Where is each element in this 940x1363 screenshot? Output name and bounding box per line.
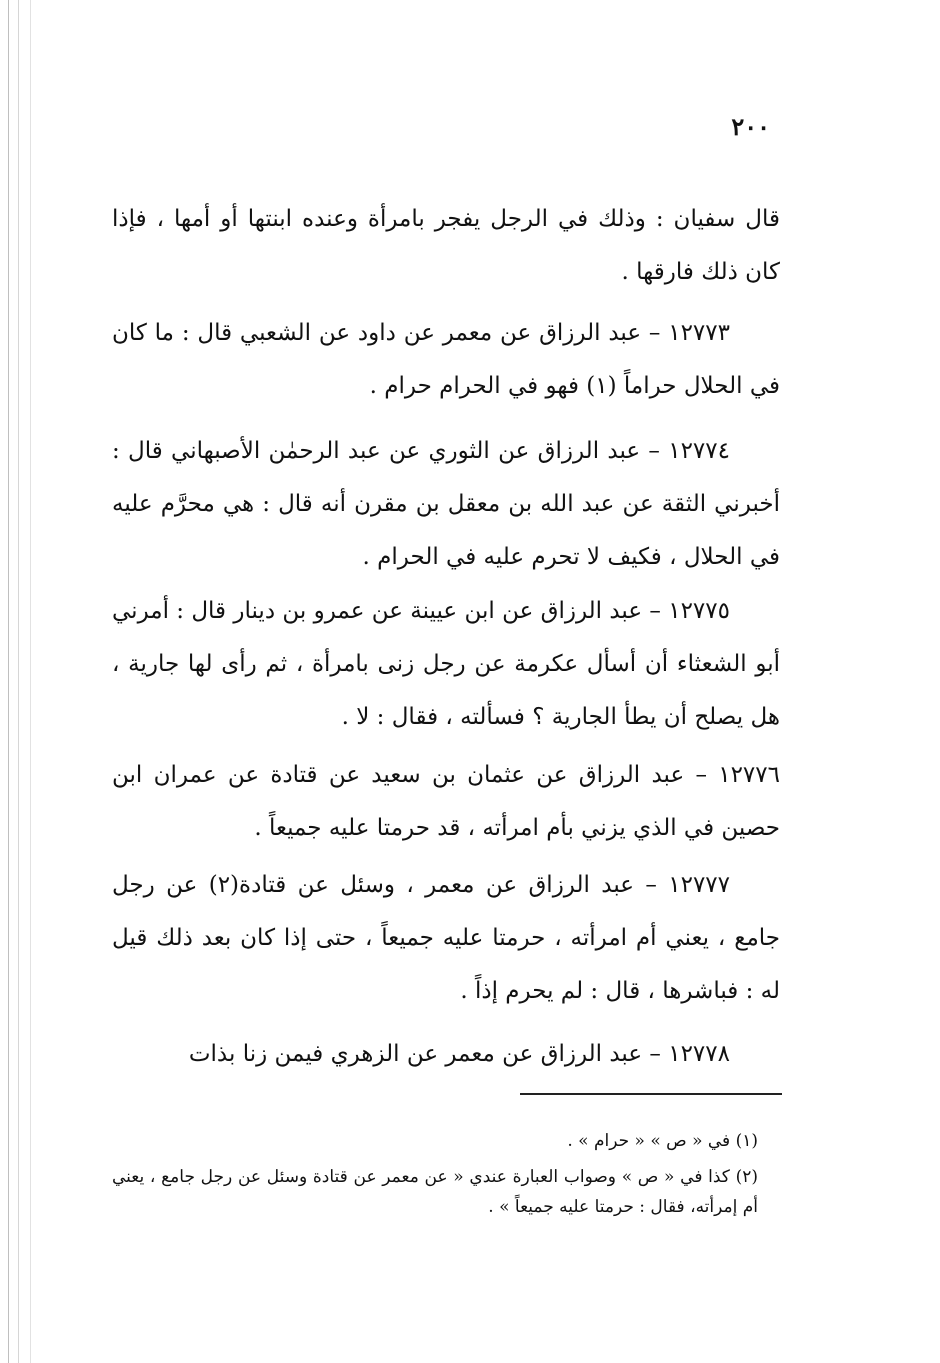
footnote-2: (٢) كذا في « ص » وصواب العبارة عندي « عن معمر عن قتادة وسئل عن رجل جامع ، يعني أم إمرأته، فقال : حرمتا عليه جميعاً » . xyxy=(112,1167,758,1217)
footnote-1: (١) في « ص » « حرام » . xyxy=(567,1131,758,1151)
scan-edge-line xyxy=(18,0,19,1363)
footnote-divider xyxy=(520,1093,782,1095)
paragraph-sufyan-note: قال سفيان : وذلك في الرجل يفجر بامرأة وعنده ابنتها أو أمها ، فإذا كان ذلك فارقها . xyxy=(112,206,780,285)
scan-edge-line xyxy=(8,0,9,1363)
hadith-12775: ١٢٧٧٥ – عبد الرزاق عن ابن عيينة عن عمرو بن دينار قال : أمرني أبو الشعثاء أن أسأل عكرمة عن رجل زنى بامرأة ، ثم رأى لها جارية ، هل يصلح أن يطأ الجارية ؟ فسألته ، فقال : لا . xyxy=(112,598,780,730)
footnotes-section xyxy=(112,1126,780,1222)
hadith-12776: ١٢٧٧٦ – عبد الرزاق عن عثمان بن سعيد عن قتادة عن عمران ابن حصين في الذي يزني بأم امرأته ، قد حرمتا عليه جميعاً . xyxy=(112,762,780,841)
page-number: ٢٠٠ xyxy=(731,112,770,141)
hadith-12773: ١٢٧٧٣ – عبد الرزاق عن معمر عن داود عن الشعبي قال : ما كان في الحلال حراماً (١) فهو في الحرام حرام . xyxy=(112,320,780,399)
scan-edge-line xyxy=(30,0,31,1363)
hadith-12778: ١٢٧٧٨ – عبد الرزاق عن معمر عن الزهري فيمن زنا بذات xyxy=(188,1041,730,1067)
hadith-12777: ١٢٧٧٧ – عبد الرزاق عن معمر ، وسئل عن قتادة(٢) عن رجل جامع ، يعني أم امرأته ، حرمتا عليه جميعاً ، حتى إذا كان بعد ذلك قيل له : فباشرها ، قال : لم يحرم إذاً . xyxy=(112,872,780,1004)
hadith-12774: ١٢٧٧٤ – عبد الرزاق عن الثوري عن عبد الرحمٰن الأصبهاني قال : أخبرني الثقة عن عبد الله بن معقل بن مقرن أنه قال : هي محرَّم عليه في الحلال ، فكيف لا تحرم عليه في الحرام . xyxy=(112,438,780,570)
